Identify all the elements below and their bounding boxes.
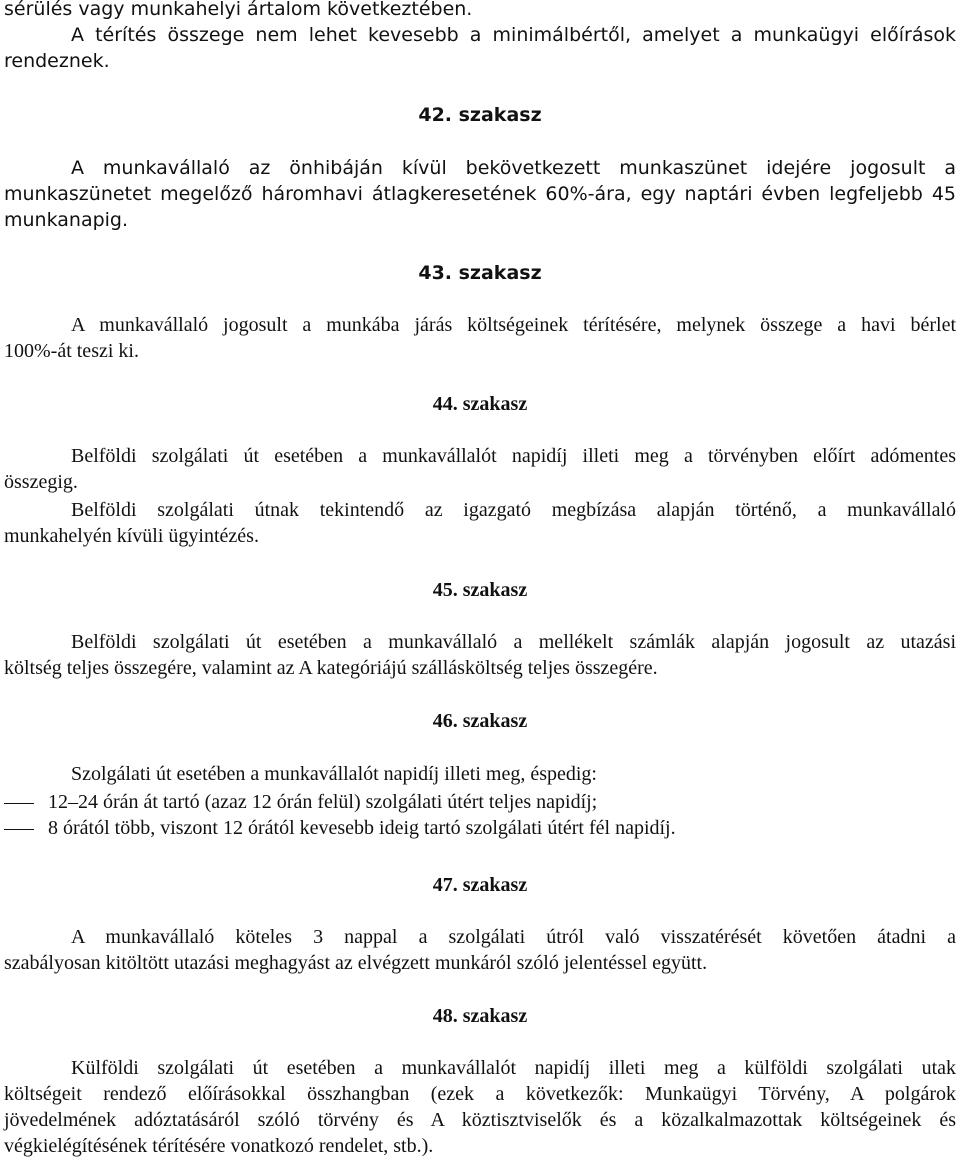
dash-bullet-icon [4, 789, 48, 815]
text-line: sérülés vagy munkahelyi ártalom következtében. [4, 0, 473, 20]
list-item: 8 órától több, viszont 12 órától kevesebb ideig tartó szolgálati útért fél napidíj. [4, 815, 956, 841]
text-line: végkielégítésének térítésére vonatkozó rendelet, stb.). [4, 1135, 434, 1157]
text-line: Belföldi szolgálati útnak tekintendő az igazgató megbízása alapján történő, a munkavállaló [71, 499, 956, 521]
text-line: A térítés összege nem lehet kevesebb a minimálbértől, amelyet a munkaügyi előírások [71, 24, 956, 46]
section-heading-48: 48. szakasz [432, 1005, 528, 1027]
section-heading-44: 44. szakasz [432, 393, 528, 415]
text-line: költség teljes összegére, valamint az A kategóriájú szállásköltség teljes összegére. [4, 657, 658, 679]
text-line: összegig. [4, 471, 78, 493]
section-heading-47: 47. szakasz [432, 874, 528, 896]
text-line: Szolgálati út esetében a munkavállalót napidíj illeti meg, éspedig: [71, 763, 597, 785]
text-line: 100%-át teszi ki. [4, 340, 139, 362]
section-heading-45: 45. szakasz [432, 579, 528, 601]
text-line: A munkavállaló az önhibáján kívül bekövetkezett munkaszünet idejére jogosult a [71, 157, 956, 179]
section-heading-42: 42. szakasz [418, 104, 542, 126]
text-line: munkahelyén kívüli ügyintézés. [4, 525, 259, 547]
section-heading-46: 46. szakasz [432, 710, 528, 732]
section-heading-43: 43. szakasz [418, 262, 542, 284]
list-item: 12–24 órán át tartó (azaz 12 órán felül) szolgálati útért teljes napidíj; [4, 789, 956, 815]
dash-bullet-icon [4, 815, 48, 841]
text-line: Belföldi szolgálati út esetében a munkavállaló a mellékelt számlák alapján jogosult az utazási [71, 631, 956, 653]
text-line: munkaszünetet megelőző háromhavi átlagkeresetének 60%-ára, egy naptári évben legfeljebb 45 [4, 183, 956, 205]
text-line: A munkavállaló köteles 3 nappal a szolgálati útról való visszatérését követően átadni a [71, 926, 956, 948]
text-line: A munkavállaló jogosult a munkába járás költségeinek térítésére, melynek összege a havi bérlet [71, 314, 956, 336]
text-line: munkanapig. [4, 209, 129, 231]
text-line: szabályosan kitöltött utazási meghagyást az elvégzett munkáról szóló jelentéssel együtt. [4, 952, 708, 974]
text-line: költségeit rendező előírásokkal összhangban (ezek a következők: Munkaügyi Törvény, A polgárok [4, 1083, 956, 1105]
text-line: jövedelmének adóztatásáról szóló törvény és A köztisztviselők és a közalkalmazottak költségeinek és [4, 1109, 956, 1131]
text-line: Külföldi szolgálati út esetében a munkavállalót napidíj illeti meg a külföldi szolgálati utak [71, 1057, 956, 1079]
text-line: rendeznek. [4, 50, 110, 72]
text-line: Belföldi szolgálati út esetében a munkavállalót napidíj illeti meg a törvényben előírt adómentes [71, 445, 956, 467]
